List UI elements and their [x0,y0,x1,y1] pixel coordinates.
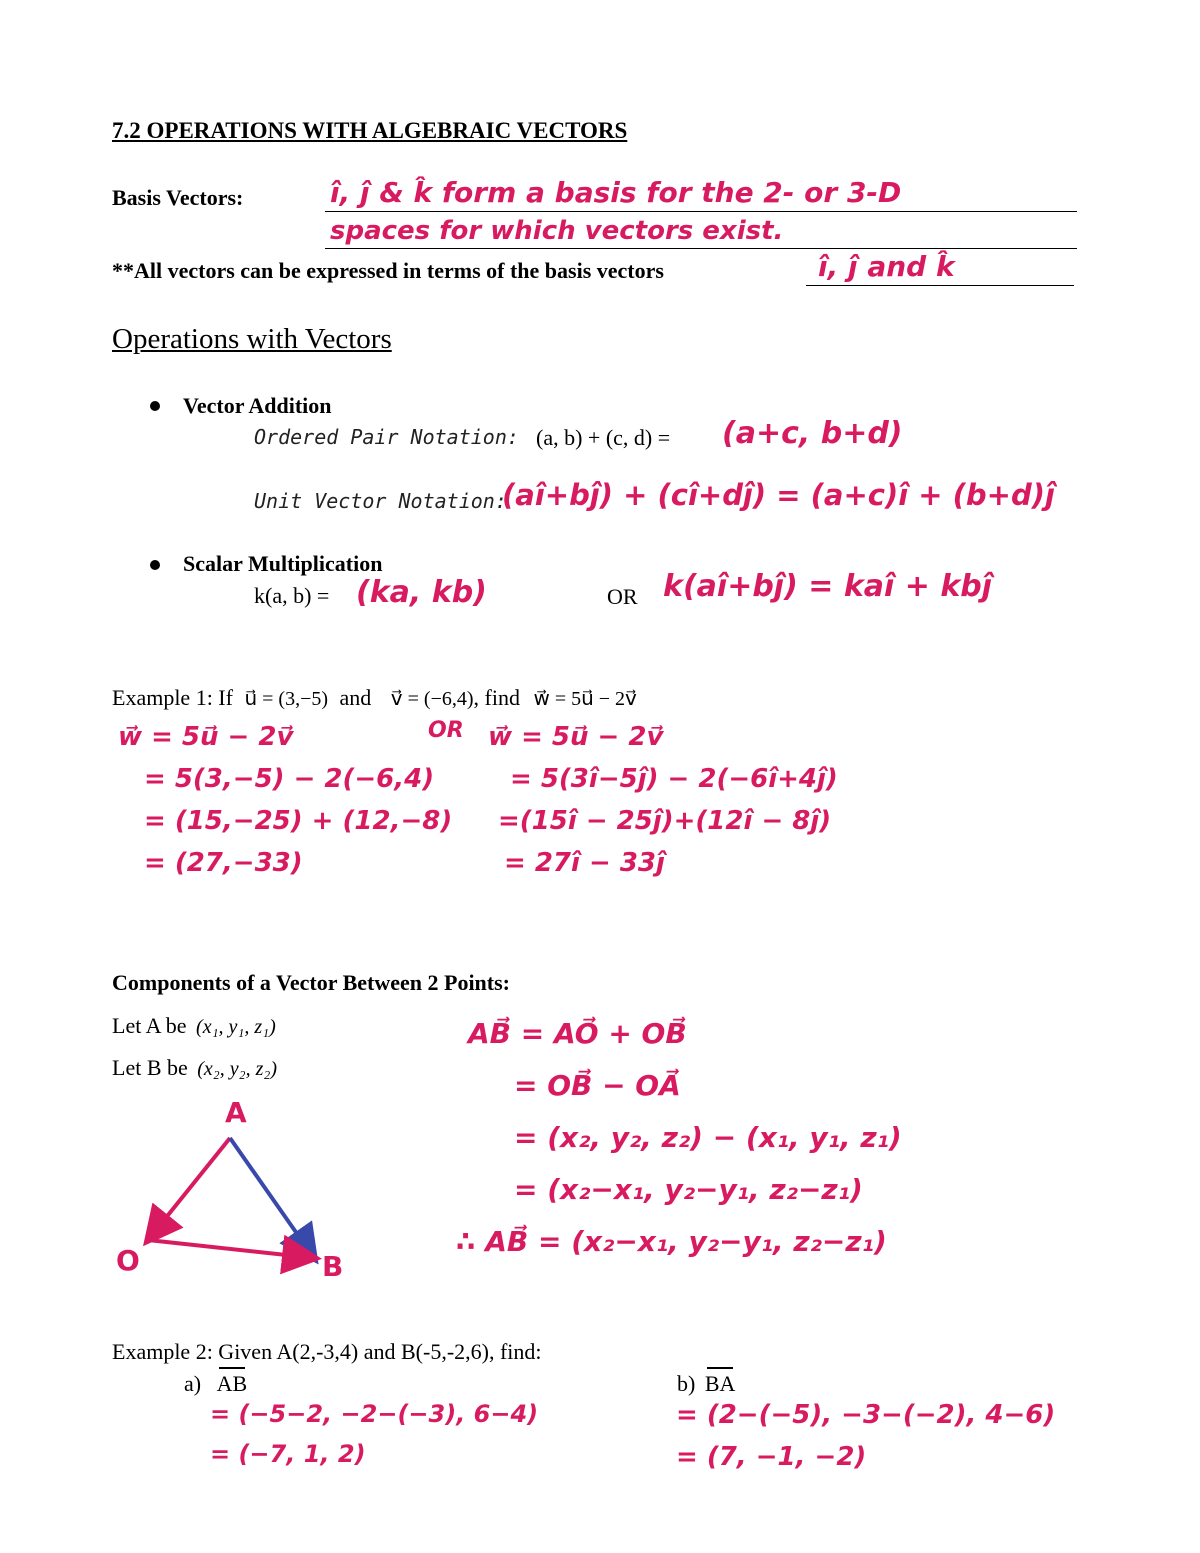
all-vectors-answer: î, ĵ and k̂ [818,250,955,283]
vector-arrow-overline [707,1367,734,1369]
work-line: ∴ AB⃗ = (x₂−x₁, y₂−y₁, z₂−z₁) [456,1225,887,1258]
work-line: = OB⃗ − OA⃗ [514,1069,681,1102]
scalar-multiplication-label: Scalar Multiplication [183,551,383,576]
vector-ba-text: BA [704,1371,736,1396]
vector-oa-arrow [148,1138,230,1240]
answer-line [806,285,1074,286]
vector-addition-label: Vector Addition [183,393,332,418]
vector-arrow-overline [219,1367,246,1369]
example2-a-work [210,1394,538,1474]
work-line: =(15î − 25ĵ)+(12î − 8ĵ) [498,806,832,836]
let-a [112,1013,276,1039]
work-line: w⃗ = 5u⃗ − 2v⃗ [118,722,294,752]
work-line: = 5(3,−5) − 2(−6,4) [144,764,435,794]
work-line: = (x₂, y₂, z₂) − (x₁, y₁, z₁) [514,1121,902,1154]
answer-line [325,248,1077,249]
example1-or: OR [428,718,464,743]
let-a-value: (x₁, y₁, z₁) [196,1016,276,1038]
let-b [112,1055,277,1081]
ordered-pair-expression: (a, b) + (c, d) = [536,425,671,450]
part-b-label: b) [677,1371,696,1396]
work-line: = (7, −1, −2) [676,1442,867,1472]
work-line: w⃗ = 5u⃗ − 2v⃗ [488,722,664,752]
basis-vectors-label: Basis Vectors: [112,185,244,210]
let-a-label: Let A be [112,1013,187,1038]
u-definition: u⃗ = (3,−5) [244,688,329,710]
components-heading: Components of a Vector Between 2 Points: [112,970,511,995]
example2-b-work [676,1394,1055,1478]
page-title: 7.2 OPERATIONS WITH ALGEBRAIC VECTORS [112,118,628,143]
example1-prompt [112,685,637,711]
basis-answer-line1: î, ĵ & k̂ form a basis for the 2- or 3-D [330,176,902,209]
vector-ob-arrow [148,1240,314,1258]
and-text: and [339,685,372,710]
unit-vector-answer: (aî+bĵ) + (cî+dĵ) = (a+c)î + (b+d)ĵ [502,478,1055,512]
point-b-label: B [322,1250,344,1283]
let-b-label: Let B be [112,1055,188,1080]
components-work [456,1008,902,1268]
vector-ab-text: AB [216,1371,248,1396]
work-line: = (15,−25) + (12,−8) [144,806,453,836]
scalar-or-answer: k(aî+bĵ) = kaî + kbĵ [663,569,993,604]
operations-heading: Operations with Vectors [112,323,392,355]
work-line: = 5(3î−5ĵ) − 2(−6î+4ĵ) [510,764,838,794]
work-line: = (27,−33) [144,848,303,878]
ordered-pair-answer: (a+c, b+d) [722,416,903,451]
v-definition: v⃗ = (−6,4) [390,688,474,710]
vector-ab-arrow [230,1138,314,1258]
work-line: = (−5−2, −2−(−3), 6−4) [210,1400,539,1428]
basis-answer-line2: spaces for which vectors exist. [330,216,784,246]
w-definition: w⃗ = 5u⃗ − 2v⃗ [533,688,637,710]
bullet [150,560,160,570]
or-label: OR [607,584,638,609]
example1-right-work [488,716,838,884]
unit-vector-label: Unit Vector Notation: [254,489,507,513]
example1-label: Example 1: If [112,685,233,710]
example1-left-work [118,716,452,884]
answer-line [325,211,1077,212]
bullet [150,401,160,411]
example2-prompt: Example 2: Given A(2,-3,4) and B(-5,-2,6), find: [112,1339,542,1364]
work-line: AB⃗ = AO⃗ + OB⃗ [468,1017,687,1050]
work-line: = 27î − 33ĵ [504,848,665,878]
point-a-label: A [225,1096,247,1129]
all-vectors-statement: **All vectors can be expressed in terms of the basis vectors [112,258,664,283]
work-line: = (x₂−x₁, y₂−y₁, z₂−z₁) [514,1173,863,1206]
let-b-value: (x₂, y₂, z₂) [197,1058,277,1080]
work-line: = (2−(−5), −3−(−2), 4−6) [676,1400,1056,1430]
vector-triangle-diagram [100,1090,360,1290]
part-a-label: a) [184,1371,202,1396]
scalar-answer: (ka, kb) [356,575,487,610]
point-o-label: O [116,1244,140,1277]
scalar-expression: k(a, b) = [254,583,330,608]
find-text: , find [473,685,520,710]
work-line: = (−7, 1, 2) [210,1440,366,1468]
ordered-pair-label: Ordered Pair Notation: [254,425,519,449]
